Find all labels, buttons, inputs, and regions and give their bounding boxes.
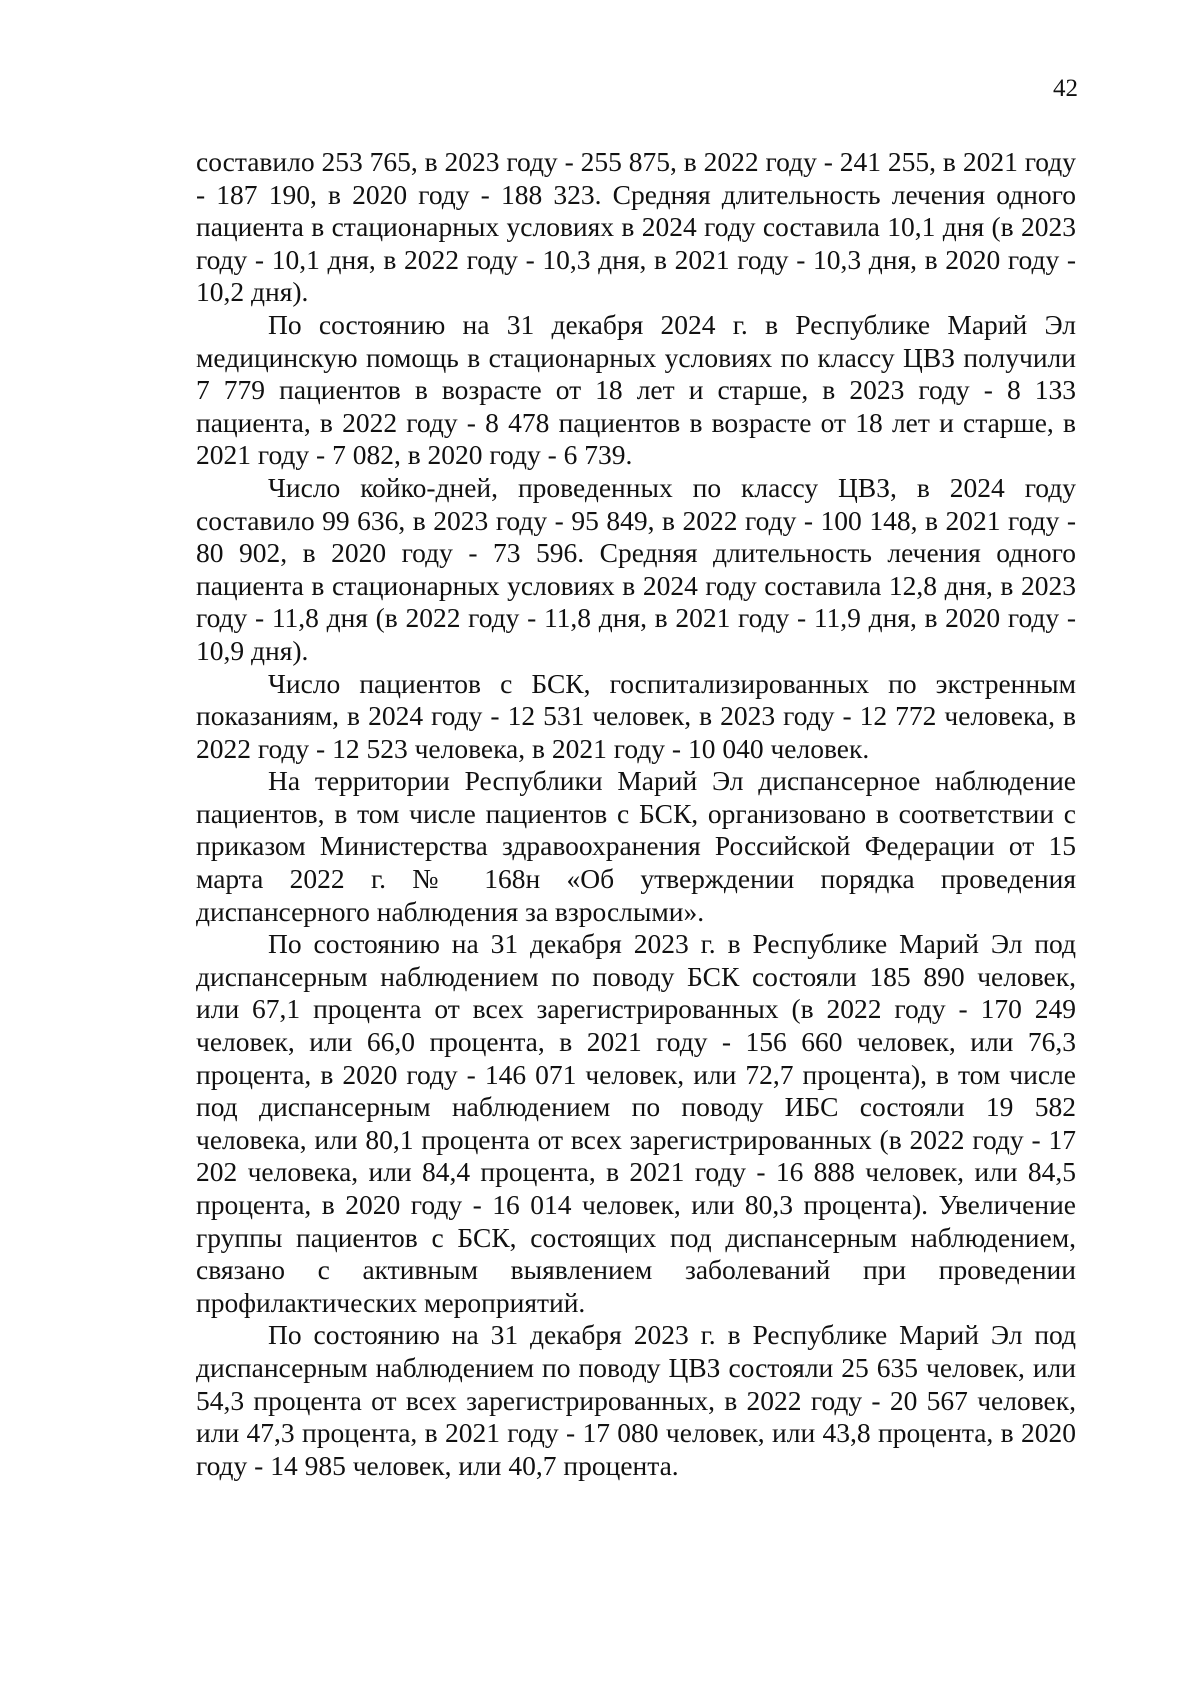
paragraph-emergency-hospitalizations: Число пациентов с БСК, госпитализированных по экстренным показаниям, в 2024 году - 12 531 человек, в 2023 году - 12 772 человека, в 2022 году - 12 523 человека, в 2021 году - 10 040 человек.	[196, 667, 1076, 764]
paragraph-dispensary-order: На территории Республики Марий Эл диспансерное наблюдение пациентов, в том числе пациентов с БСК, организовано в соответствии с приказом Министерства здравоохранения Российской Федерации от 15 марта 2022 г. № 168н «Об утверждении порядка проведения диспансерного наблюдения за взрослыми».	[196, 765, 1076, 927]
document-body	[196, 146, 1076, 1482]
page-number: 42	[1053, 75, 1078, 102]
paragraph-dispensary-cvd: По состоянию на 31 декабря 2023 г. в Республике Марий Эл под диспансерным наблюдением по поводу ЦВЗ состояли 25 635 человек, или 54,3 процента от всех зарегистрированных, в 2022 году - 20 567 человек, или 47,3 процента, в 2021 году - 17 080 человек, или 43,8 процента, в 2020 году - 14 985 человек, или 40,7 процента.	[196, 1319, 1076, 1481]
paragraph-dispensary-bsk: По состоянию на 31 декабря 2023 г. в Республике Марий Эл под диспансерным наблюдением по поводу БСК состояли 185 890 человек, или 67,1 процента от всех зарегистрированных (в 2022 году - 170 249 человек, или 66,0 процента, в 2021 году - 156 660 человек, или 76,3 процента, в 2020 году - 146 071 человек, или 72,7 процента), в том числе под диспансерным наблюдением по поводу ИБС состояли 19 582 человека, или 80,1 процента от всех зарегистрированных (в 2022 году - 17 202 человека, или 84,4 процента, в 2021 году - 16 888 человек, или 84,5 процента, в 2020 году - 16 014 человек, или 80,3 процента). Увеличение группы пациентов с БСК, состоящих под диспансерным наблюдением, связано с активным выявлением заболеваний при проведении профилактических мероприятий.	[196, 928, 1076, 1318]
paragraph-inpatient-days-continuation: составило 253 765, в 2023 году - 255 875, в 2022 году - 241 255, в 2021 году - 187 190, в 2020 году - 188 323. Средняя длительность лечения одного пациента в стационарных условиях в 2024 году составила 10,1 дня (в 2023 году - 10,1 дня, в 2022 году - 10,3 дня, в 2021 году - 10,3 дня, в 2020 году - 10,2 дня).	[196, 146, 1076, 308]
paragraph-cvd-bed-days: Число койко-дней, проведенных по классу ЦВЗ, в 2024 году составило 99 636, в 2023 году - 95 849, в 2022 году - 100 148, в 2021 году - 80 902, в 2020 году - 73 596. Средняя длительность лечения одного пациента в стационарных условиях в 2024 году составила 12,8 дня, в 2023 году - 11,8 дня (в 2022 году - 11,8 дня, в 2021 году - 11,9 дня, в 2020 году - 10,9 дня).	[196, 471, 1076, 666]
paragraph-cvd-patients-2024: По состоянию на 31 декабря 2024 г. в Республике Марий Эл медицинскую помощь в стационарных условиях по классу ЦВЗ получили 7 779 пациентов в возрасте от 18 лет и старше, в 2023 году - 8 133 пациента, в 2022 году - 8 478 пациентов в возрасте от 18 лет и старше, в 2021 году - 7 082, в 2020 году - 6 739.	[196, 308, 1076, 471]
